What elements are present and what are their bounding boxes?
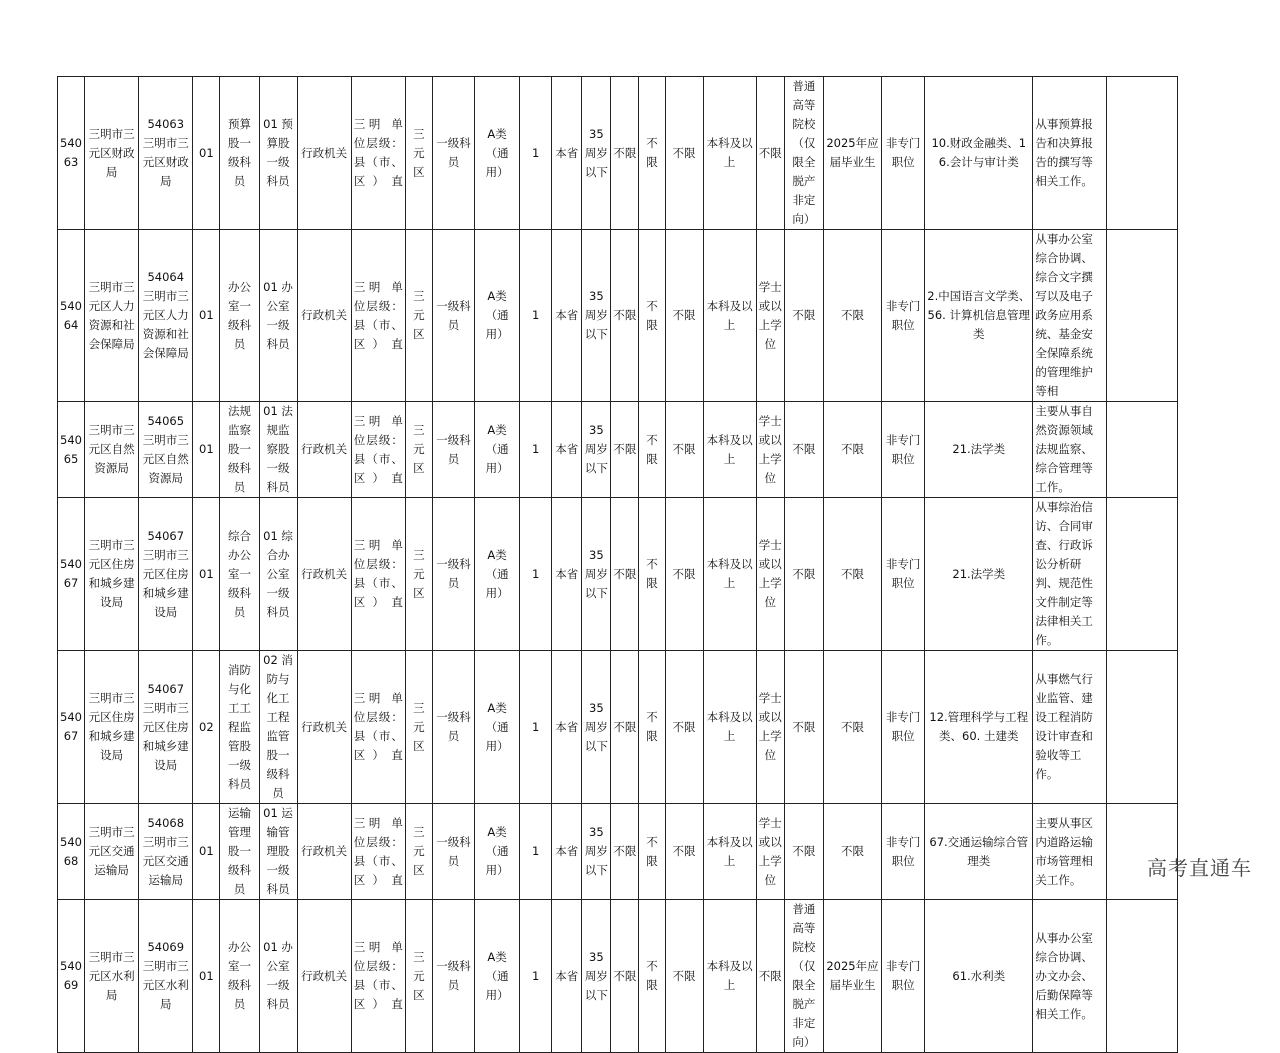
unit-cell: 三明市三元区财政局	[85, 77, 139, 230]
post-code-name-cell: 01 预算股一级科员	[259, 77, 297, 230]
category-cell: A类（通用）	[475, 498, 520, 651]
org-type-cell: 行政机关	[297, 498, 351, 651]
job-code-cell: 54067	[58, 651, 85, 804]
count-cell: 1	[520, 230, 552, 402]
category-cell: A类（通用）	[475, 900, 520, 1053]
source-cell: 不限	[784, 498, 823, 651]
duty-cell: 从事预算报告和决算报告的撰写等相关工作。	[1033, 77, 1106, 230]
grade-cell: 一级科员	[432, 230, 474, 402]
graduate-cell: 2025年应届毕业生	[823, 77, 881, 230]
domicile-cell: 本省	[552, 900, 582, 1053]
post-name-cell: 办公室一级科员	[220, 900, 259, 1053]
major-cell: 21.法学类	[925, 402, 1033, 498]
count-cell: 1	[520, 77, 552, 230]
politics-cell: 不限	[665, 230, 703, 402]
area-cell: 三元区	[405, 900, 432, 1053]
source-cell: 不限	[784, 804, 823, 900]
area-cell: 三元区	[405, 498, 432, 651]
post-no-cell: 01	[193, 77, 220, 230]
table-row	[58, 498, 1178, 651]
post-no-cell: 01	[193, 900, 220, 1053]
post-name-cell: 运输管理股一级科员	[220, 804, 259, 900]
remark-cell	[1106, 77, 1177, 230]
special-cell: 非专门职位	[882, 900, 925, 1053]
gender-cell: 不限	[611, 900, 639, 1053]
major-cell: 21.法学类	[925, 498, 1033, 651]
degree-cell: 学士或以上学位	[756, 651, 784, 804]
domicile-cell: 本省	[552, 498, 582, 651]
count-cell: 1	[520, 498, 552, 651]
graduate-cell: 不限	[823, 804, 881, 900]
duty-cell: 从事办公室综合协调、办文办会、后勤保障等相关工作。	[1033, 900, 1106, 1053]
grade-cell: 一级科员	[432, 804, 474, 900]
unit-code-name-cell: 54064 三明市三元区人力资源和社会保障局	[139, 230, 193, 402]
unit-cell: 三明市三元区水利局	[85, 900, 139, 1053]
org-type-cell: 行政机关	[297, 900, 351, 1053]
table-row	[58, 804, 1178, 900]
job-code-cell: 54065	[58, 402, 85, 498]
post-name-cell: 法规监察股一级科员	[220, 402, 259, 498]
education-cell: 本科及以上	[703, 651, 756, 804]
special-cell: 非专门职位	[882, 77, 925, 230]
duty-cell: 主要从事区内道路运输市场管理相关工作。	[1033, 804, 1106, 900]
category-cell: A类（通用）	[475, 230, 520, 402]
grade-cell: 一级科员	[432, 77, 474, 230]
remark-cell	[1106, 900, 1177, 1053]
level-cell: 三明 单位层级：县（市、区）直	[351, 77, 405, 230]
unit-cell: 三明市三元区交通运输局	[85, 804, 139, 900]
education-cell: 本科及以上	[703, 498, 756, 651]
source-cell: 普通高等院校（仅限全脱产非定向）	[784, 900, 823, 1053]
major-cell: 61.水利类	[925, 900, 1033, 1053]
post-code-name-cell: 02 消防与化工工程监管股一级科员	[259, 651, 297, 804]
domicile-cell: 本省	[552, 230, 582, 402]
level-cell: 三明 单位层级：县（市、区）直	[351, 402, 405, 498]
watermark-text: 高考直通车	[1147, 856, 1252, 880]
source-cell: 不限	[784, 230, 823, 402]
grade-cell: 一级科员	[432, 402, 474, 498]
degree-cell: 不限	[756, 77, 784, 230]
post-code-name-cell: 01 综合办公室一级科员	[259, 498, 297, 651]
graduate-cell: 不限	[823, 651, 881, 804]
category-cell: A类（通用）	[475, 77, 520, 230]
degree-cell: 不限	[756, 900, 784, 1053]
job-code-cell: 54067	[58, 498, 85, 651]
special-cell: 非专门职位	[882, 804, 925, 900]
ethnic-cell: 不限	[639, 651, 665, 804]
unit-code-name-cell: 54068 三明市三元区交通运输局	[139, 804, 193, 900]
job-code-cell: 54064	[58, 230, 85, 402]
org-type-cell: 行政机关	[297, 651, 351, 804]
job-code-cell: 54069	[58, 900, 85, 1053]
graduate-cell: 不限	[823, 498, 881, 651]
post-name-cell: 消防与化工工程监管股一级科员	[220, 651, 259, 804]
post-no-cell: 01	[193, 498, 220, 651]
duty-cell: 从事综治信访、合同审查、行政诉讼分析研判、规范性文件制定等法律相关工作。	[1033, 498, 1106, 651]
post-no-cell: 01	[193, 230, 220, 402]
table-row	[58, 230, 1178, 402]
count-cell: 1	[520, 651, 552, 804]
category-cell: A类（通用）	[475, 402, 520, 498]
source-cell: 不限	[784, 651, 823, 804]
level-cell: 三明 单位层级：县（市、区）直	[351, 230, 405, 402]
ethnic-cell: 不限	[639, 230, 665, 402]
job-code-cell: 54068	[58, 804, 85, 900]
post-no-cell: 01	[193, 402, 220, 498]
age-cell: 35周岁以下	[582, 230, 611, 402]
special-cell: 非专门职位	[882, 230, 925, 402]
unit-code-name-cell: 54065 三明市三元区自然资源局	[139, 402, 193, 498]
age-cell: 35周岁以下	[582, 804, 611, 900]
degree-cell: 学士或以上学位	[756, 498, 784, 651]
major-cell: 67.交通运输综合管理类	[925, 804, 1033, 900]
category-cell: A类（通用）	[475, 651, 520, 804]
special-cell: 非专门职位	[882, 498, 925, 651]
special-cell: 非专门职位	[882, 651, 925, 804]
age-cell: 35周岁以下	[582, 402, 611, 498]
org-type-cell: 行政机关	[297, 804, 351, 900]
degree-cell: 学士或以上学位	[756, 804, 784, 900]
politics-cell: 不限	[665, 900, 703, 1053]
special-cell: 非专门职位	[882, 402, 925, 498]
graduate-cell: 不限	[823, 402, 881, 498]
source-cell: 普通高等院校（仅限全脱产非定向）	[784, 77, 823, 230]
graduate-cell: 2025年应届毕业生	[823, 900, 881, 1053]
category-cell: A类（通用）	[475, 804, 520, 900]
education-cell: 本科及以上	[703, 804, 756, 900]
politics-cell: 不限	[665, 498, 703, 651]
education-cell: 本科及以上	[703, 402, 756, 498]
remark-cell	[1106, 651, 1177, 804]
unit-code-name-cell: 54067 三明市三元区住房和城乡建设局	[139, 498, 193, 651]
remark-cell	[1106, 230, 1177, 402]
unit-cell: 三明市三元区人力资源和社会保障局	[85, 230, 139, 402]
gender-cell: 不限	[611, 498, 639, 651]
unit-cell: 三明市三元区自然资源局	[85, 402, 139, 498]
table-row	[58, 402, 1178, 498]
ethnic-cell: 不限	[639, 804, 665, 900]
gender-cell: 不限	[611, 230, 639, 402]
area-cell: 三元区	[405, 230, 432, 402]
unit-cell: 三明市三元区住房和城乡建设局	[85, 498, 139, 651]
job-code-cell: 54063	[58, 77, 85, 230]
education-cell: 本科及以上	[703, 77, 756, 230]
age-cell: 35周岁以下	[582, 900, 611, 1053]
remark-cell	[1106, 402, 1177, 498]
post-code-name-cell: 01 办公室一级科员	[259, 900, 297, 1053]
major-cell: 12.管理科学与工程类、60. 土建类	[925, 651, 1033, 804]
post-code-name-cell: 01 法规监察股一级科员	[259, 402, 297, 498]
gender-cell: 不限	[611, 402, 639, 498]
count-cell: 1	[520, 402, 552, 498]
table-row	[58, 900, 1178, 1053]
duty-cell: 从事办公室综合协调、综合文字撰写以及电子政务应用系统、基金安全保障系统的管理维护等相	[1033, 230, 1106, 402]
domicile-cell: 本省	[552, 804, 582, 900]
degree-cell: 学士或以上学位	[756, 402, 784, 498]
area-cell: 三元区	[405, 804, 432, 900]
major-cell: 2.中国语言文学类、56. 计算机信息管理类	[925, 230, 1033, 402]
grade-cell: 一级科员	[432, 651, 474, 804]
source-cell: 不限	[784, 402, 823, 498]
level-cell: 三明 单位层级：县（市、区）直	[351, 651, 405, 804]
education-cell: 本科及以上	[703, 230, 756, 402]
duty-cell: 主要从事自然资源领域法规监察、综合管理等工作。	[1033, 402, 1106, 498]
ethnic-cell: 不限	[639, 402, 665, 498]
count-cell: 1	[520, 804, 552, 900]
domicile-cell: 本省	[552, 651, 582, 804]
post-code-name-cell: 01 办公室一级科员	[259, 230, 297, 402]
gender-cell: 不限	[611, 804, 639, 900]
area-cell: 三元区	[405, 402, 432, 498]
level-cell: 三明 单位层级：县（市、区）直	[351, 498, 405, 651]
area-cell: 三元区	[405, 651, 432, 804]
politics-cell: 不限	[665, 804, 703, 900]
politics-cell: 不限	[665, 77, 703, 230]
org-type-cell: 行政机关	[297, 402, 351, 498]
gender-cell: 不限	[611, 77, 639, 230]
ethnic-cell: 不限	[639, 77, 665, 230]
post-name-cell: 综合办公室一级科员	[220, 498, 259, 651]
org-type-cell: 行政机关	[297, 230, 351, 402]
politics-cell: 不限	[665, 402, 703, 498]
post-code-name-cell: 01 运输管理股一级科员	[259, 804, 297, 900]
post-no-cell: 02	[193, 651, 220, 804]
unit-code-name-cell: 54067 三明市三元区住房和城乡建设局	[139, 651, 193, 804]
domicile-cell: 本省	[552, 402, 582, 498]
area-cell: 三元区	[405, 77, 432, 230]
unit-cell: 三明市三元区住房和城乡建设局	[85, 651, 139, 804]
remark-cell	[1106, 498, 1177, 651]
degree-cell: 学士或以上学位	[756, 230, 784, 402]
post-name-cell: 办公室一级科员	[220, 230, 259, 402]
domicile-cell: 本省	[552, 77, 582, 230]
politics-cell: 不限	[665, 651, 703, 804]
duty-cell: 从事燃气行业监管、建设工程消防设计审查和验收等工作。	[1033, 651, 1106, 804]
graduate-cell: 不限	[823, 230, 881, 402]
unit-code-name-cell: 54063 三明市三元区财政局	[139, 77, 193, 230]
table-row	[58, 651, 1178, 804]
age-cell: 35周岁以下	[582, 77, 611, 230]
post-no-cell: 01	[193, 804, 220, 900]
recruitment-table	[57, 76, 1178, 1053]
ethnic-cell: 不限	[639, 498, 665, 651]
post-name-cell: 预算股一级科员	[220, 77, 259, 230]
ethnic-cell: 不限	[639, 900, 665, 1053]
grade-cell: 一级科员	[432, 498, 474, 651]
org-type-cell: 行政机关	[297, 77, 351, 230]
grade-cell: 一级科员	[432, 900, 474, 1053]
age-cell: 35周岁以下	[582, 651, 611, 804]
major-cell: 10.财政金融类、16.会计与审计类	[925, 77, 1033, 230]
level-cell: 三明 单位层级：县（市、区）直	[351, 900, 405, 1053]
gender-cell: 不限	[611, 651, 639, 804]
unit-code-name-cell: 54069 三明市三元区水利局	[139, 900, 193, 1053]
table-row	[58, 77, 1178, 230]
education-cell: 本科及以上	[703, 900, 756, 1053]
age-cell: 35周岁以下	[582, 498, 611, 651]
count-cell: 1	[520, 900, 552, 1053]
level-cell: 三明 单位层级：县（市、区）直	[351, 804, 405, 900]
